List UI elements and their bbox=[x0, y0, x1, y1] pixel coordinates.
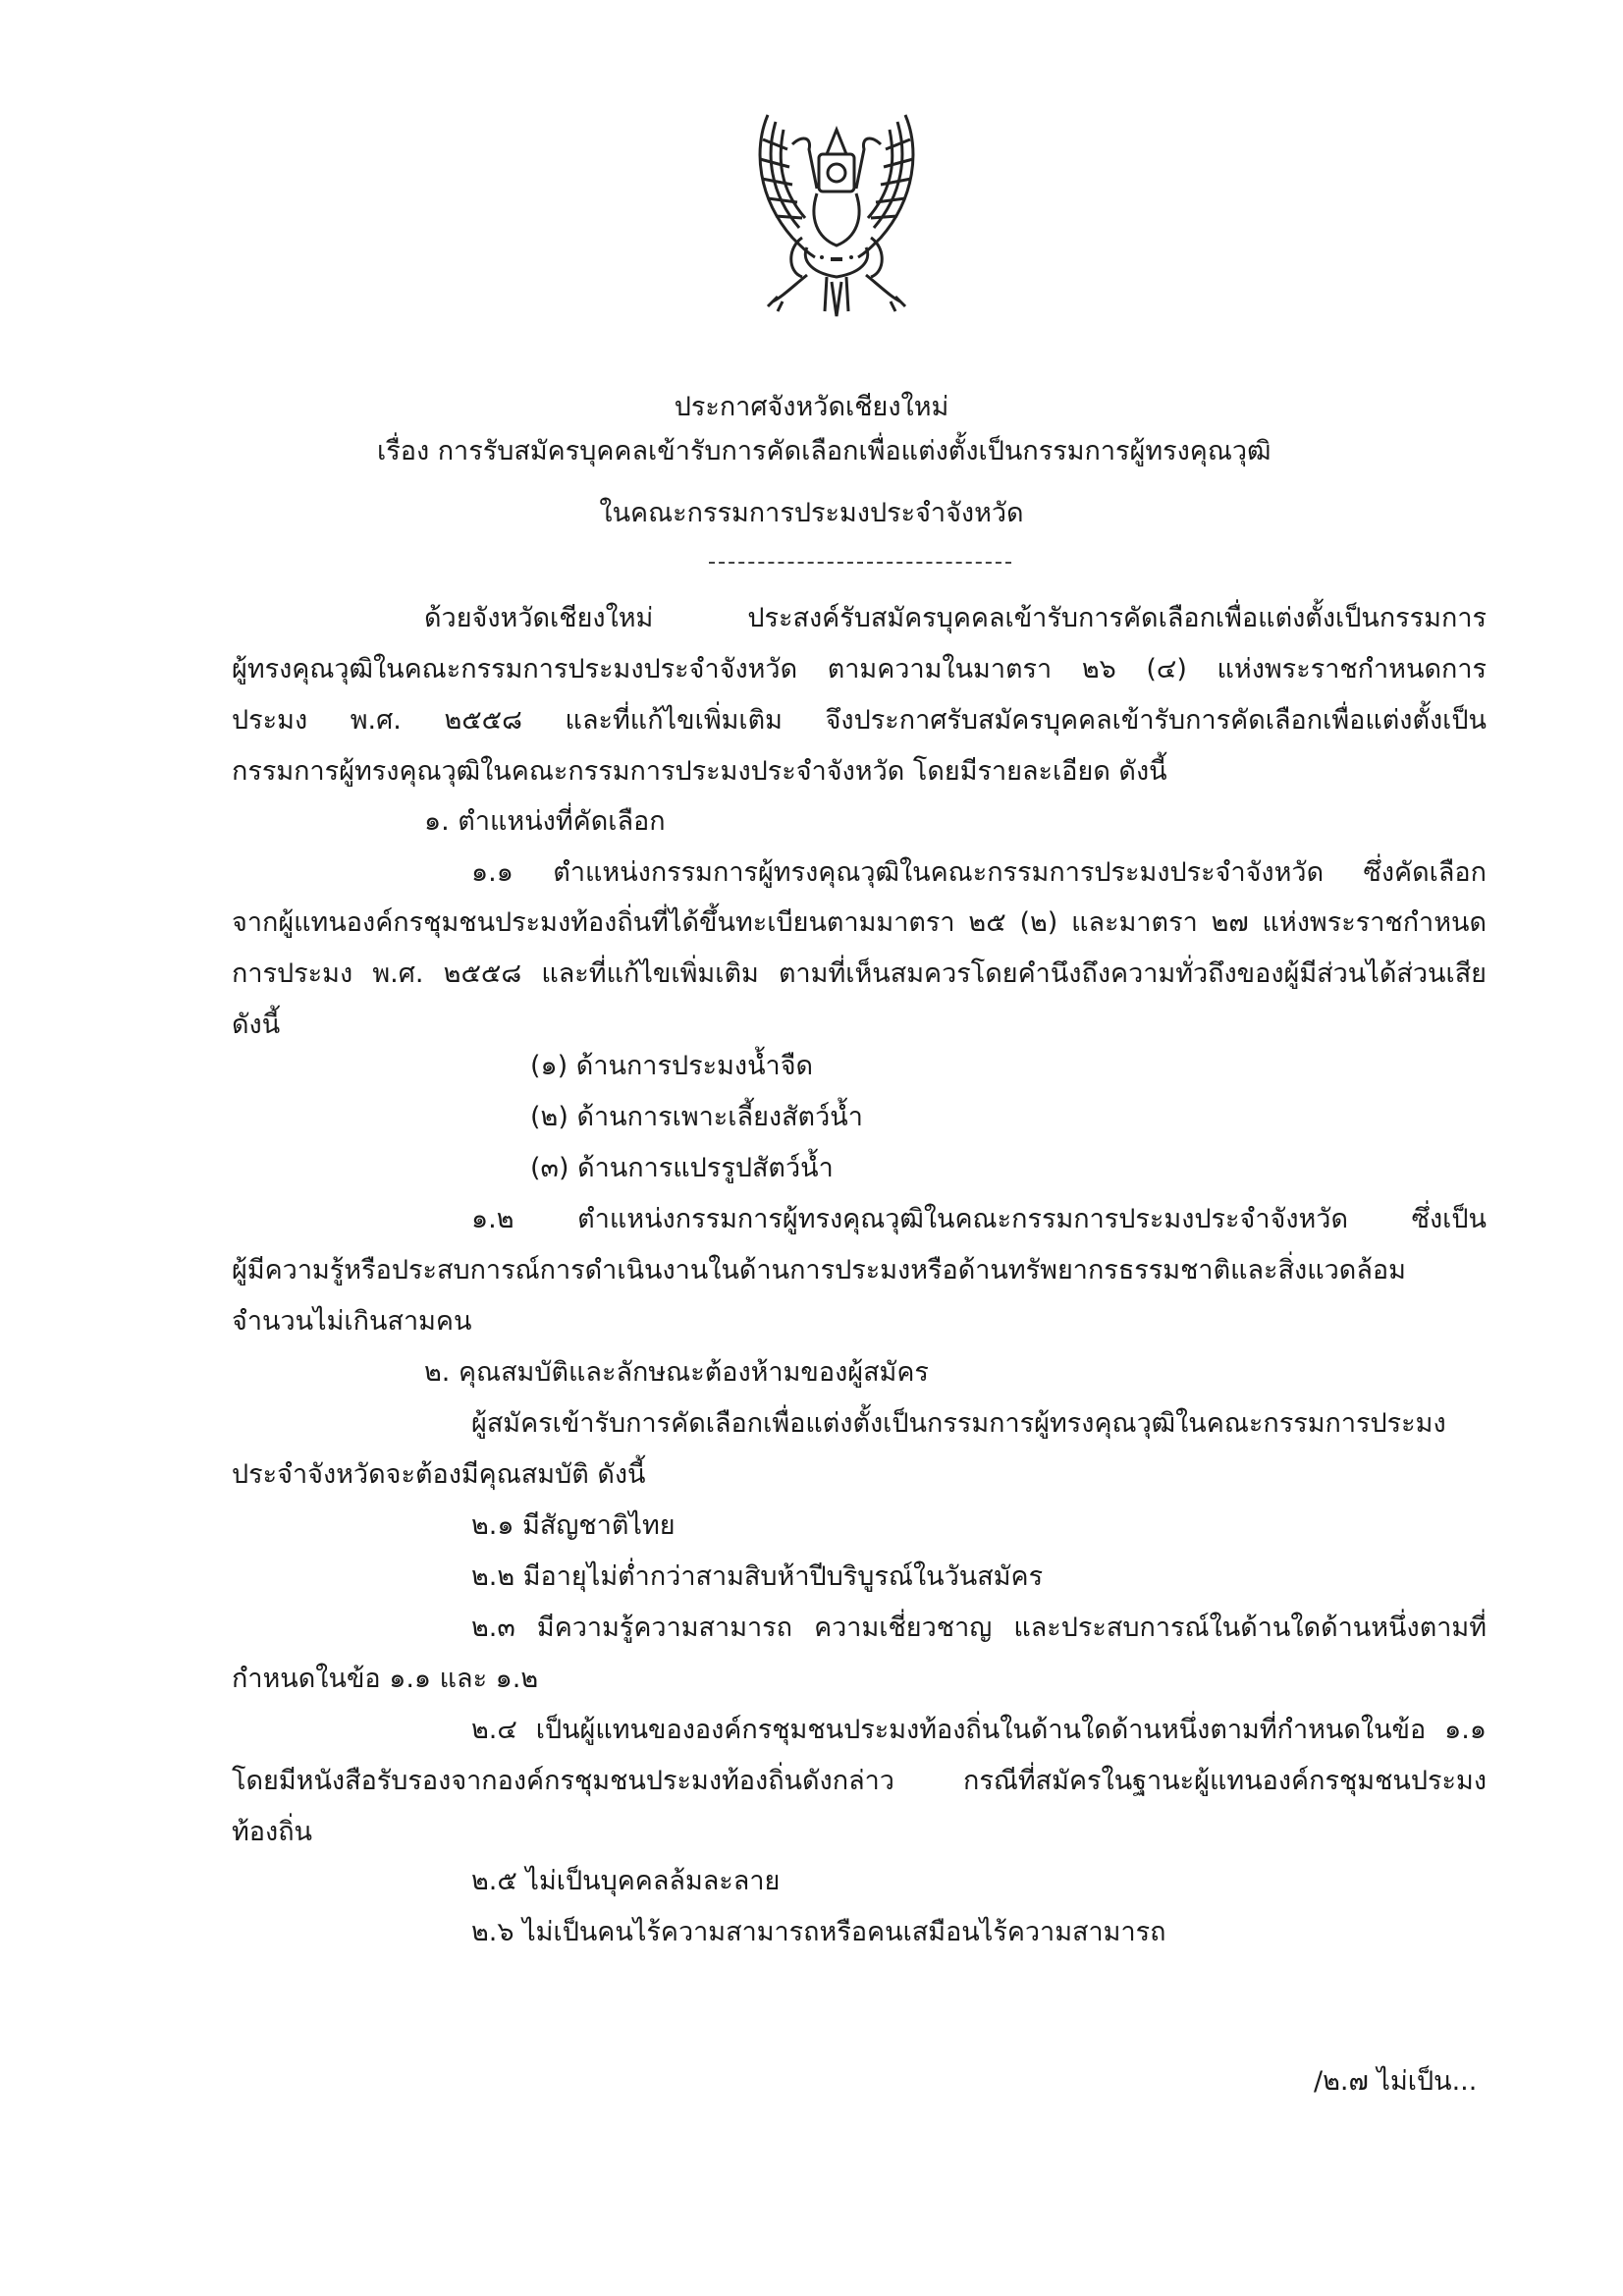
item-1-1-line-4: ดังนี้ bbox=[232, 1010, 281, 1040]
announcement-subject-line-2: ในคณะกรรมการประมงประจำจังหวัด bbox=[599, 498, 1024, 528]
item-1-1-line-2: จากผู้แทนองค์กรชุมชนประมงท้องถิ่นที่ได้ขึ้นทะเบียนตามมาตรา ๒๕ (๒) และมาตรา ๒๗ แห่งพระราชกำหนด bbox=[232, 907, 1487, 938]
intro-line-2: ผู้ทรงคุณวุฒิในคณะกรรมการประมงประจำจังหวัด ตามความในมาตรา ๒๖ (๔) แห่งพระราชกำหนดการ bbox=[232, 654, 1487, 684]
announcement-subject: เรื่อง การรับสมัครบุคคลเข้ารับการคัดเลือกเพื่อแต่งตั้งเป็นกรรมการผู้ทรงคุณวุฒิ bbox=[377, 436, 1271, 466]
page-continuation: /๒.๗ ไม่เป็น... bbox=[1314, 2066, 1478, 2097]
item-1-2-line-2: ผู้มีความรู้หรือประสบการณ์การดำเนินงานในด้านการประมงหรือด้านทรัพยากรธรรมชาติและสิ่งแวดล้อม bbox=[232, 1255, 1406, 1285]
announcement-title: ประกาศจังหวัดเชียงใหม่ bbox=[674, 392, 949, 422]
item-2-4-line-2: โดยมีหนังสือรับรองจากองค์กรชุมชนประมงท้องถิ่นดังกล่าว กรณีที่สมัครในฐานะผู้แทนองค์กรชุมชนประมง bbox=[232, 1766, 1487, 1796]
garuda-emblem-icon bbox=[748, 110, 925, 321]
intro-line-4: กรรมการผู้ทรงคุณวุฒิในคณะกรรมการประมงประจำจังหวัด โดยมีรายละเอียด ดังนี้ bbox=[232, 756, 1167, 787]
item-1-1-line-1: ๑.๑ ตำแหน่งกรรมการผู้ทรงคุณวุฒิในคณะกรรมการประมงประจำจังหวัด ซึ่งคัดเลือก bbox=[471, 857, 1487, 888]
item-2-4-line-1: ๒.๔ เป็นผู้แทนขององค์กรชุมชนประมงท้องถิ่นในด้านใดด้านหนึ่งตามที่กำหนดในข้อ ๑.๑ bbox=[471, 1715, 1487, 1745]
intro-line-1: ด้วยจังหวัดเชียงใหม่ ประสงค์รับสมัครบุคคลเข้ารับการคัดเลือกเพื่อแต่งตั้งเป็นกรรมการ bbox=[424, 603, 1487, 633]
item-1-2-line-3: จำนวนไม่เกินสามคน bbox=[232, 1306, 472, 1337]
item-2-5: ๒.๕ ไม่เป็นบุคคลล้มละลาย bbox=[471, 1866, 781, 1896]
item-2-2: ๒.๒ มีอายุไม่ต่ำกว่าสามสิบห้าปีบริบูรณ์ในวันสมัคร bbox=[471, 1561, 1044, 1592]
item-2-3-line-1: ๒.๓ มีความรู้ความสามารถ ความเชี่ยวชาญ และประสบการณ์ในด้านใดด้านหนึ่งตามที่ bbox=[471, 1613, 1487, 1643]
item-1-1-line-3: การประมง พ.ศ. ๒๕๕๘ และที่แก้ไขเพิ่มเติม ตามที่เห็นสมควรโดยคำนึงถึงความทั่วถึงของผู้มีส่วนได้ส่วนเสีย bbox=[232, 958, 1487, 989]
sub-item-2: (๒) ด้านการเพาะเลี้ยงสัตว์น้ำ bbox=[530, 1102, 863, 1132]
sub-item-3: (๓) ด้านการแปรรูปสัตว์น้ำ bbox=[530, 1153, 834, 1183]
item-2-3-line-2: กำหนดในข้อ ๑.๑ และ ๑.๒ bbox=[232, 1664, 539, 1694]
section-2-heading: ๒. คุณสมบัติและลักษณะต้องห้ามของผู้สมัคร bbox=[424, 1357, 929, 1388]
sub-item-1: (๑) ด้านการประมงน้ำจืด bbox=[530, 1051, 814, 1081]
item-2-4-line-3: ท้องถิ่น bbox=[232, 1817, 313, 1847]
section-2-intro-line-2: ประจำจังหวัดจะต้องมีคุณสมบัติ ดังนี้ bbox=[232, 1459, 646, 1490]
section-1-heading: ๑. ตำแหน่งที่คัดเลือก bbox=[424, 806, 666, 837]
section-2-intro-line-1: ผู้สมัครเข้ารับการคัดเลือกเพื่อแต่งตั้งเป็นกรรมการผู้ทรงคุณวุฒิในคณะกรรมการประมง bbox=[471, 1408, 1446, 1439]
intro-line-3: ประมง พ.ศ. ๒๕๕๘ และที่แก้ไขเพิ่มเติม จึงประกาศรับสมัครบุคคลเข้ารับการคัดเลือกเพื่อแต่งตั้งเป็น bbox=[232, 705, 1487, 736]
item-1-2-line-1: ๑.๒ ตำแหน่งกรรมการผู้ทรงคุณวุฒิในคณะกรรมการประมงประจำจังหวัด ซึ่งเป็น bbox=[471, 1204, 1487, 1234]
item-2-1: ๒.๑ มีสัญชาติไทย bbox=[471, 1510, 676, 1541]
item-2-6: ๒.๖ ไม่เป็นคนไร้ความสามารถหรือคนเสมือนไร้ความสามารถ bbox=[471, 1917, 1166, 1947]
title-divider bbox=[709, 562, 1011, 564]
